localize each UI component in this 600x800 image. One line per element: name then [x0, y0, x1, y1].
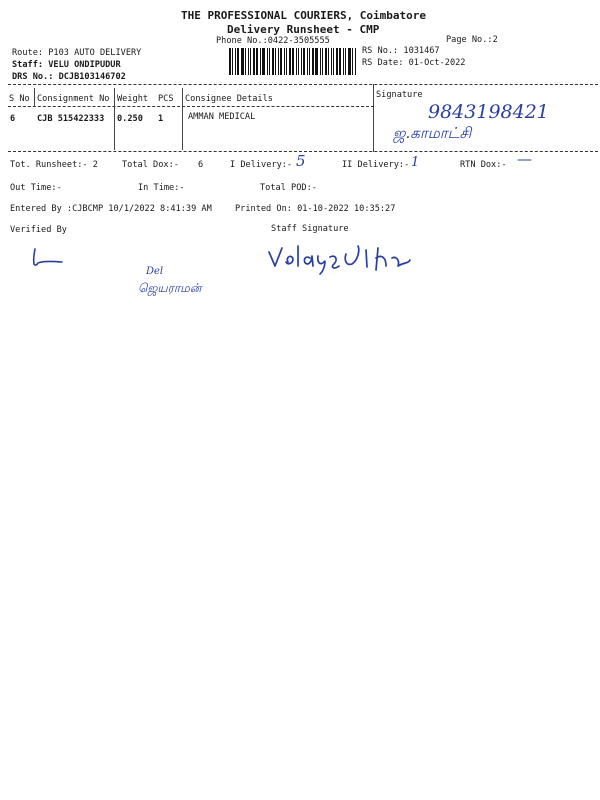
- barcode-bar: [336, 48, 338, 75]
- company-title: THE PROFESSIONAL COURIERS, Coimbatore: [181, 9, 427, 22]
- ii-delivery-handwritten: 1: [411, 155, 420, 170]
- row-sno: 6: [10, 114, 16, 124]
- verifier-signature: [26, 246, 70, 270]
- barcode-bar: [250, 48, 251, 75]
- barcode-bar: [272, 48, 274, 75]
- barcode-bar: [328, 48, 329, 75]
- staff-signature: [266, 240, 416, 278]
- signature-name-handwritten: ஜ.காமாட்சி: [393, 124, 472, 142]
- barcode-bar: [312, 48, 314, 75]
- total-dox-value: 6: [198, 160, 204, 170]
- verifier-note-handwritten: Del: [146, 266, 164, 277]
- i-delivery-handwritten: 5: [296, 152, 306, 170]
- rs-date: RS Date: 01-Oct-2022: [362, 58, 466, 68]
- runsheet-title: Delivery Runsheet - CMP: [227, 23, 380, 36]
- verifier-name-handwritten: ஜெயராமன்: [138, 281, 202, 295]
- barcode-bar: [322, 48, 323, 75]
- entered-by: Entered By :CJBCMP 10/1/2022 8:41:39 AM: [10, 204, 212, 214]
- barcode-bar: [315, 48, 318, 75]
- col-divider: [114, 88, 115, 150]
- barcode-bar: [235, 48, 236, 75]
- printed-on: Printed On: 01-10-2022 10:35:27: [235, 204, 396, 214]
- total-runsheet: Tot. Runsheet:- 2: [10, 160, 98, 170]
- barcode-bar: [296, 48, 297, 75]
- ii-delivery-label: II Delivery:-: [342, 160, 410, 170]
- barcode-bar: [339, 48, 341, 75]
- out-time: Out Time:-: [10, 183, 62, 193]
- barcode-bar: [289, 48, 292, 75]
- col-header-weight: Weight: [117, 94, 149, 104]
- row-weight: 0.250: [117, 114, 143, 124]
- page-number: Page No.:2: [446, 35, 498, 45]
- total-dox-label: Total Dox:-: [122, 160, 179, 170]
- col-header-sno: S No: [9, 94, 30, 104]
- col-header-consignment: Consignment No: [37, 94, 110, 104]
- barcode-bar: [232, 48, 233, 75]
- in-time: In Time:-: [138, 183, 185, 193]
- col-header-signature: Signature: [376, 90, 423, 100]
- barcode-bar: [298, 48, 299, 75]
- table-top-rule: [8, 84, 598, 85]
- col-divider: [373, 84, 374, 152]
- rtn-dox-handwritten: —: [517, 150, 532, 168]
- barcode-bar: [229, 48, 231, 75]
- barcode-bar: [320, 48, 321, 75]
- staff-label: Staff: VELU ONDIPUDUR: [12, 60, 121, 70]
- barcode-bar: [345, 48, 346, 75]
- barcode: [229, 48, 357, 75]
- barcode-bar: [241, 48, 244, 75]
- col-divider: [34, 88, 35, 106]
- signature-phone-handwritten: 9843198421: [428, 101, 549, 123]
- col-header-consignee: Consignee Details: [185, 94, 273, 104]
- barcode-bar: [275, 48, 276, 75]
- barcode-bar: [286, 48, 287, 75]
- barcode-bar: [253, 48, 255, 75]
- i-delivery-label: I Delivery:-: [230, 160, 293, 170]
- barcode-bar: [269, 48, 270, 75]
- rtn-dox-label: RTN Dox:-: [460, 160, 507, 170]
- col-divider: [182, 88, 183, 150]
- barcode-bar: [343, 48, 344, 75]
- barcode-bar: [262, 48, 265, 75]
- barcode-bar: [284, 48, 285, 75]
- barcode-bar: [256, 48, 258, 75]
- barcode-bar: [260, 48, 261, 75]
- barcode-bar: [307, 48, 308, 75]
- barcode-bar: [331, 48, 332, 75]
- barcode-bar: [280, 48, 282, 75]
- header-rule: [8, 106, 374, 107]
- barcode-bar: [267, 48, 268, 75]
- row-consignment: CJB 515422333: [37, 114, 105, 124]
- drs-number: DRS No.: DCJB103146702: [12, 72, 126, 82]
- rs-number: RS No.: 1031467: [362, 46, 440, 56]
- col-header-pcs: PCS: [158, 94, 174, 104]
- barcode-bar: [278, 48, 279, 75]
- barcode-bar: [301, 48, 302, 75]
- row-pcs: 1: [158, 114, 164, 124]
- barcode-bar: [303, 48, 305, 75]
- barcode-bar: [248, 48, 249, 75]
- phone-number: Phone No.:0422-3505555: [216, 36, 330, 46]
- total-pod: Total POD:-: [260, 183, 317, 193]
- barcode-bar: [325, 48, 327, 75]
- barcode-bar: [333, 48, 334, 75]
- barcode-bar: [309, 48, 310, 75]
- barcode-bar: [355, 48, 356, 75]
- barcode-bar: [348, 48, 351, 75]
- barcode-bar: [352, 48, 353, 75]
- row-consignee: AMMAN MEDICAL: [188, 112, 256, 122]
- barcode-bar: [245, 48, 246, 75]
- barcode-bar: [292, 48, 294, 75]
- staff-signature-label: Staff Signature: [271, 224, 349, 234]
- barcode-bar: [237, 48, 239, 75]
- verified-by-label: Verified By: [10, 225, 67, 235]
- route-label: Route: P103 AUTO DELIVERY: [12, 48, 142, 58]
